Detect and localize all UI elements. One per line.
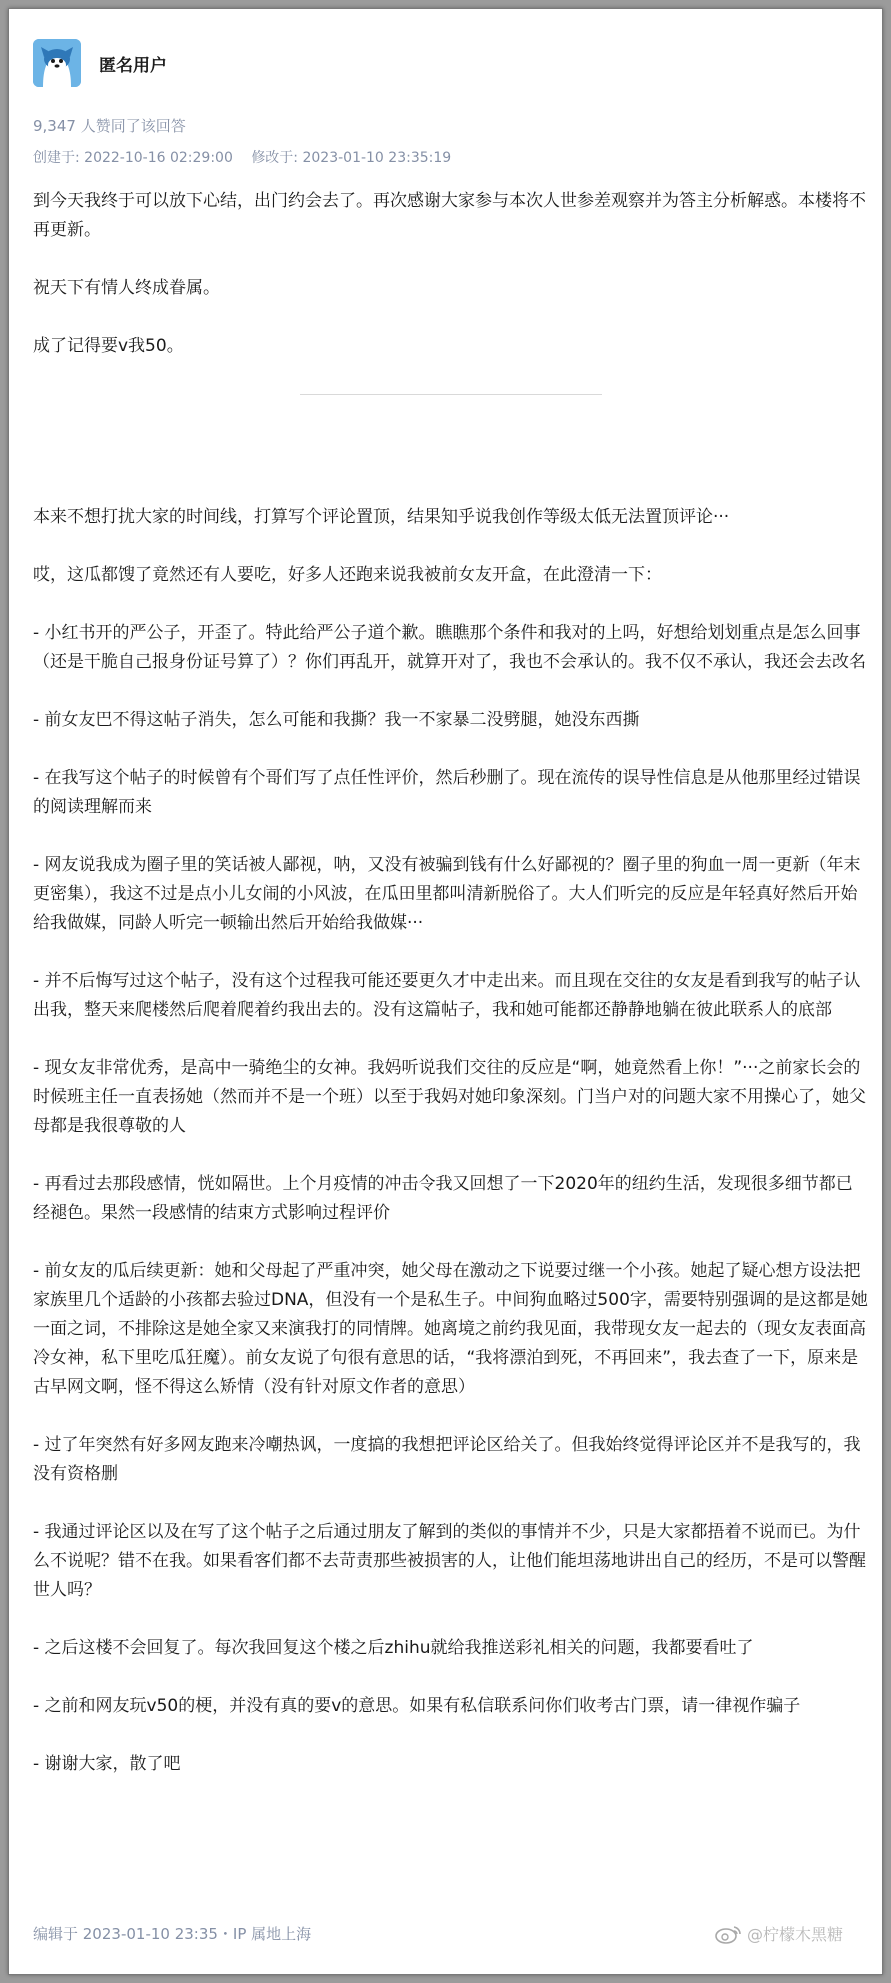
watermark-text: @柠檬木黑糖 <box>747 1925 844 1944</box>
paragraph: - 在我写这个帖子的时候曾有个哥们写了点任性评价，然后秒删了。现在流传的误导性信息是从他那里经过错误的阅读理解而来 <box>33 768 861 817</box>
paragraph: - 网友说我成为圈子里的笑话被人鄙视，呐，又没有被骗到钱有什么好鄙视的？圈子里的狗血一周一更新（年末更密集），我这不过是点小儿女闹的小风波，在瓜田里都叫清新脱俗了。大人们听完的反应是年轻真好然后开始给我做媒，同龄人听完一顿输出然后开始给我做媒··· <box>33 855 861 933</box>
paragraph: - 我通过评论区以及在写了这个帖子之后通过朋友了解到的类似的事情并不少，只是大家都捂着不说而已。为什么不说呢？错不在我。如果看客们都不去苛责那些被损害的人，让他们能坦荡地讲出自己的经历，不是可以警醒世人吗？ <box>33 1522 866 1600</box>
author-header <box>33 37 167 89</box>
timestamps <box>33 147 451 167</box>
paragraph: - 并不后悔写过这个帖子，没有这个过程我可能还要更久才中走出来。而且现在交往的女友是看到我写的帖子认出我，整天来爬楼然后爬着爬着约我出去的。没有这篇帖子，我和她可能都还静静地躺在彼此联系人的底部 <box>33 971 861 1020</box>
paragraph: 祝天下有情人终成眷属。 <box>33 278 220 298</box>
paragraph: - 再看过去那段感情，恍如隔世。上个月疫情的冲击令我又回想了一下2020年的纽约生活，发现很多细节都已经褪色。果然一段感情的结束方式影响过程评价 <box>33 1174 853 1223</box>
paragraph: 到今天我终于可以放下心结，出门约会去了。再次感谢大家参与本次人世参差观察并为答主分析解惑。本楼将不再更新。 <box>33 191 866 240</box>
edit-info: 编辑于 2023-01-10 23:35・IP 属地上海 <box>33 1925 312 1943</box>
paragraph: - 之前和网友玩v50的梗，并没有真的要v的意思。如果有私信联系问你们收考古门票，请一律视作骗子 <box>33 1696 801 1716</box>
answer-content <box>33 187 869 1808</box>
paragraph: 哎，这瓜都馊了竟然还有人要吃，好多人还跑来说我被前女友开盒，在此澄清一下： <box>33 565 662 585</box>
paragraph: - 前女友巴不得这帖子消失，怎么可能和我撕？我一不家暴二没劈腿，她没东西撕 <box>33 710 640 730</box>
modified-time: 修改于: 2023-01-10 23:35:19 <box>251 150 452 166</box>
section-divider <box>300 394 602 395</box>
author-name[interactable]: 匿名用户 <box>99 55 167 76</box>
paragraph: - 过了年突然有好多网友跑来冷嘲热讽，一度搞的我想把评论区给关了。但我始终觉得评论区并不是我写的，我没有资格删 <box>33 1435 861 1484</box>
paragraph: - 之后这楼不会回复了。每次我回复这个楼之后zhihu就给我推送彩礼相关的问题，我都要看吐了 <box>33 1638 754 1658</box>
paragraph: - 谢谢大家，散了吧 <box>33 1754 181 1774</box>
created-time: 创建于: 2022-10-16 02:29:00 <box>33 150 233 166</box>
weibo-icon <box>715 1924 743 1944</box>
paragraph: - 现女友非常优秀，是高中一骑绝尘的女神。我妈听说我们交往的反应是“啊，她竟然看上你！”···之前家长会的时候班主任一直表扬她（然而并不是一个班）以至于我妈对她印象深刻。门当户对的问题大家不用操心了，她父母都是我很尊敬的人 <box>33 1058 866 1136</box>
paragraph: 本来不想打扰大家的时间线，打算写个评论置顶，结果知乎说我创作等级太低无法置顶评论··· <box>33 507 730 527</box>
watermark <box>715 1922 843 1945</box>
anonymous-avatar-icon <box>33 39 81 87</box>
paragraph: - 小红书开的严公子，开歪了。特此给严公子道个歉。瞧瞧那个条件和我对的上吗，好想给划划重点是怎么回事（还是干脆自己报身份证号算了）？你们再乱开，就算开对了，我也不会承认的。我不仅不承认，我还会去改名 <box>33 623 866 672</box>
paragraph: - 前女友的瓜后续更新：她和父母起了严重冲突，她父母在激动之下说要过继一个小孩。她起了疑心想方设法把家族里几个适龄的小孩都去验过DNA，但没有一个是私生子。中间狗血略过500字，需要特别强调的是这都是她一面之词，不排除这是她全家又来演我打的同情牌。她离境之前约我见面，我带现女友一起去的（现女友表面高冷女神，私下里吃瓜狂魔）。前女友说了句很有意思的话，“我将漂泊到死，不再回来”，我去查了一下，原来是古早网文啊，怪不得这么矫情（没有针对原文作者的意思） <box>33 1261 868 1397</box>
answer-card <box>8 8 883 1975</box>
vote-count: 9,347 人赞同了该回答 <box>33 117 186 135</box>
anonymous-user-avatar[interactable] <box>33 39 81 87</box>
paragraph: 成了记得要v我50。 <box>33 336 184 356</box>
